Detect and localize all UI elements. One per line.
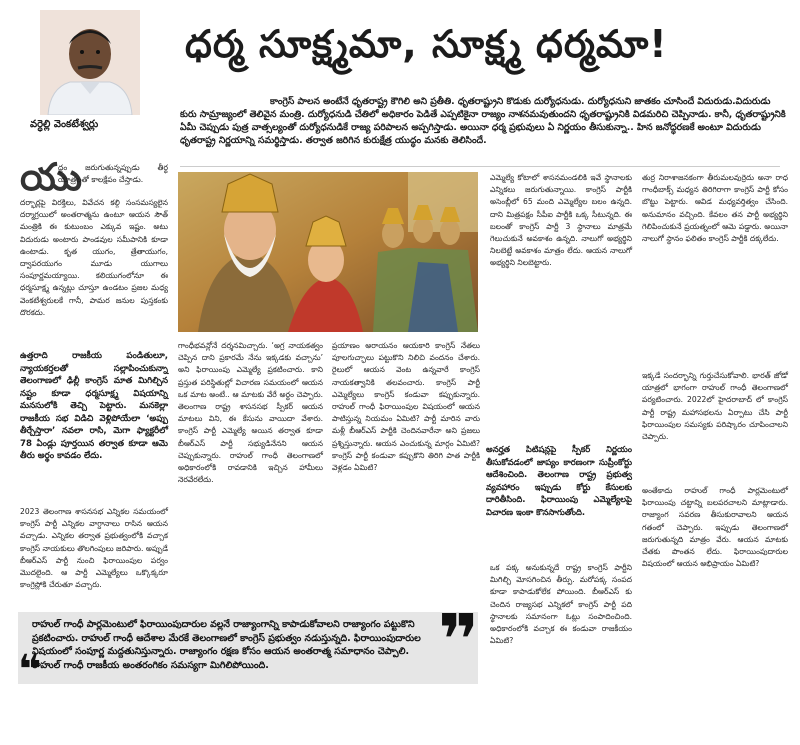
mahabharata-painting: [178, 172, 478, 332]
intro-paragraph: కాంగ్రెస్ పాలన అంటేనే ధృతరాష్ట్ర కౌగిలి అని ప్రతీతి. ధృతరాష్ట్రుని కొడుకు దుర్యోధనుడు. దుర్యోధనుని జాతకం చూసిందే విదురుడు.విదురుడు కురు సామ్రాజ్యంలో తెలివైన మంత్రి. దుర్యోధనుడి చేతిలో అధికారం పెడితే ఎప్పటికైనా రాజ్యం నాశనమవుతుందని ధృతరాష్ట్రునికి విడమరిచి చెప్పినాడు. కానీ, ధృతరాష్ట్రునికి ఏమీ చెప్పుడు పుత్ర వాత్సల్యంతో దుర్యోధనుడికే రాజ్య పరిపాలన అప్పగిస్తాడు. అయినా ధర్మ ప్రభువులు ఏ నిర్ణయం తీసుకున్నా.. హిన జనోద్ధరణకే అంటూ విదురుడు ధృతరాష్ట్ర నిర్ణయాన్ని సమర్థిస్తాడు. తర్వాత జరిగిన కురుక్షేత్ర యుద్ధం మనకు తెలిసిందే.: [180, 96, 786, 146]
quote-mark-icon: ❞: [438, 599, 480, 681]
pull-quote: రాహుల్ గాంధీ పార్లమెంటులో ఫిరాయింపుదారుల వల్లనే రాజ్యాంగాన్ని కాపాడుకోవాలని రాజ్యాంగం పట్టుకొని ప్రకటించారు. రాహుల్ గాంధీ ఆదేశాల మేరకే తెలంగాణలో కాంగ్రెస్ ప్రభుత్వం నడుస్తున్నది. ఫిరాయింపుదారుల విషయంలో సంపూర్ణ మద్దతునిస్తున్నారు. రాజ్యాంగం రక్షణ కోసం ఆయన అంతరాత్మ సమాధానం చెప్పాలి. రాహుల్ గాంధీ రాజకీయ అంతరంగికం సమస్యగా మిగిలిపోయింది.: [32, 619, 421, 671]
article-text-col3: ప్రయాణం అరాయనం ఆయకారి కాంగ్రెస్ నేతలు పూలగుచ్ఛాలు పట్టుకొని నిలిచి వందనం చేశారు. రైలులో ఆయన వెంట ఉన్నవారే కాంగ్రెస్ నాయకత్వానికి తలవంచారు. కాంగ్రెస్ పార్టీ ఎమ్మెల్యేలు కాంగ్రెస్ కండువా కప్పుకున్నారు. రాహుల్ గాంధీ ఫిరాయింపుల విషయంలో ఆయన పాటిస్తున్న నియమం ఏమిటి? పార్టీ మారిన వారు మళ్లీ బీఆర్ఎస్ పార్టీకి చెందినవారేనా అని ప్రజలు ప్రశ్నిస్తున్నారు. ఆయన ఎంచుకున్న మార్గం ఏమిటి? కాంగ్రెస్ పార్టీ కండువా కప్పుకొని తిరిగి పాత పార్టీకి వెళ్లడం ఏమిటి?: [332, 341, 480, 473]
highlight-quote-1: ఉత్తరాది రాజకీయ పండితులూ, న్యాయకర్తలతో సల్లాపించుకున్నా తెలంగాణలో ఢిల్లీ కాంగ్రెస్ మాత మిగిల్చిన నష్టం కూడా ధర్మసూక్ష్మ విషయాన్ని మనసులోకి తెచ్చి పెట్టారు. మనకెల్లా రాజకీయ సభ విడిచి వెళ్లిపోయేలా ‘అప్పు తీర్చేస్తారా’ నవలా రాసి, మెగా ఫ్యాక్టరీలో 78 ఏండ్లు పూర్తయిన తర్వాత కూడా ఆమె తీరు అర్థం కావడం లేదు.: [20, 351, 168, 461]
author-name: వర్ధెల్లి వెంకటేశ్వర్లు: [30, 119, 99, 130]
headline: ధర్మ సూక్ష్మమా, సూక్ష్మ ధర్మమా!: [185, 22, 668, 66]
article-text-col5: తుర్ర నిరాశాజనకంగా తీరుమలవుర్రెదు అనా రాధ గాంధీబాక్స్ మధ్యన తిరిగిరాగా కాంగ్రెస్ పార్టీ కోసం బొట్టు పెట్టారు. ఆవిడ మధ్యవర్తిత్వం చేసింది. అనుమానం వచ్చింది. కేవలం తన పార్టీ అభ్యర్థిని గెలిపించుకునే ప్రయత్నంలో ఆమె పడ్డారు. అయినా నాలుగో స్థానం ఫలితం కాంగ్రెస్ పార్టీకి దక్కలేదు.: [642, 173, 788, 244]
quote-open-icon: ❝: [18, 647, 42, 693]
article-text-col2: గాంధీభవన్లోనే దర్శనమిచ్చారు. ‘అగ్ర నాయకత్వం చెప్పిన దాని ప్రకారమే నేను ఇక్కడకు వచ్చాను’ అని ఫిరాయింపు ఎమ్మెల్యే ప్రకటించారు. కాని ప్రస్తుత పరిస్థితుల్లో విచారణ సమయంలో ఆయన ఒక మాట అంటే.. ఆ మాటకు వేరే అర్థం చెప్పారు. తెలంగాణ రాష్ట్ర శాసనసభ స్పీకర్ ఆయన మాటలు విని, ఈ కేసును వాయిదా వేశారు. కాంగ్రెస్ పార్టీ ఎమ్మెల్యే అయిన తర్వాత కూడా బీఆర్ఎస్ పార్టీ సభ్యుడినేనని ఆయన చెప్పుకున్నారు. రాహుల్ గాంధీ తెలంగాణలో అధికారంలోకి రావడానికి ఇచ్చిన హామీలు నెరవేరలేదు.: [178, 341, 323, 485]
article-text-col5-b: ఇక్కడే సందర్భాన్ని గుర్తుచేసుకోవాలి. భారత్ జోడో యాత్రలో భాగంగా రాహుల్ గాంధీ తెలంగాణలో పర్యటించారు. 2022లో హైదరాబాద్ లో కాంగ్రెస్ పార్టీ రాష్ట్ర మహాసభలను ఏర్పాటు చేసి పార్టీ ఫిరాయింపుల సమస్యకు పరిష్కారం చూపించాలని చెప్పారు.: [642, 371, 788, 442]
article-text-col4: ఎమ్మెల్యే కోటాలో శాసనమండలికి ఇవే స్థానాలకు ఎన్నికలు జరుగుతున్నాయి. కాంగ్రెస్ పార్టీకి అసెంబ్లీలో 65 మంది ఎమ్మెల్యేల బలం ఉన్నది. దాని మిత్రపక్షం సీపీఐ పార్టీకి ఒక్క సీటున్నది. ఈ బలంతో కాంగ్రెస్ పార్టీ 3 స్థానాలు మాత్రమే గెలుచుకునే అవకాశం ఉన్నది. నాలుగో అభ్యర్థిని నిలబెట్టే అవకాశం మాత్రం లేదు. ఆయన నాలుగో అభ్యర్థిని నిలబెట్టారు.: [490, 173, 632, 268]
article-text-col1: దర్భార్లపై విరక్తిలు, వివేచన కల్గి సంసమస్యలైన దర్మాగ్రయిలో అంతరాత్మను ఉంటూ ఆయన సౌత్ మంత్రికి ఈ కుటుంబం ఎక్కువ ఇష్టం. అటు విదురుడు అంటారు పాండవుల సమీపానికి కూడా ఉంటాడు. కృత యుగం, త్రేతాయుగం, ద్వాపరయుగం మూడు యుగాలు సంపూర్ణమయ్యాయి. కలియుగంలోనూ ఈ ధర్మసూక్ష్మ ఉన్నట్లు చూస్తూ ఉండటం ప్రజల మధ్య వెంకటేశ్వరులకే గానీ, పామర జనుల పుస్తకంకు దొరకదు.: [20, 198, 168, 317]
article-text-col5-c: అంతేకాదు రాహుల్ గాంధీ పార్లమెంటులో ఫిరాయింపు చట్టాన్ని బలపరచాలని మాట్లాడారు. రాజ్యాంగ సవరణ తీసుకురావాలని ఆయన గతంలో చెప్పారు. ఇప్పుడు తెలంగాణలో జరుగుతున్నది మాత్రం వేరు. ఆయన మాటకు చేతకు పొంతన లేదు. ఫిరాయింపుదారుల విషయంలో ఆయన అభిప్రాయం ఏమిటి?: [642, 486, 788, 569]
article-text-col1-top: ద్ధం జరుగుతున్నప్పుడు తీర్థ యాత్రలతో కాలక్షేపం చేస్తాడు.: [58, 163, 168, 185]
drop-cap: యు: [20, 155, 83, 199]
article-text-col1-b: 2023 తెలంగాణ శాసనసభ ఎన్నికల సమయంలో కాంగ్రెస్ పార్టీ ఎన్నికల వాగ్దానాలు రాసిన ఆయన వచ్చాడు. ఎన్నికల తర్వాత ప్రభుత్వంలోకి వచ్చాక కాంగ్రెస్ నాయకులు తొలగింపులు జరిపారు. అప్పుడే బీఆర్ఎస్ పార్టీ నుంచి ఫిరాయింపుల పర్వం మొదలైంది. ఆ పార్టీ ఎమ్మెల్యేలు ఒక్కొక్కరూ కాంగ్రెస్లోకి చేరుతూ వచ్చారు.: [20, 507, 168, 590]
divider: [180, 166, 780, 167]
article-text-col4-b: ఒక పక్క అనుకున్నదే రాష్ట్ర కాంగ్రెస్ పార్టీని మిగిల్చి మోసగించిన తీర్పు. మరోపక్క సంపద కూడా కాపాడుకోలేక పోయింది. బీఆర్ఎస్ కు చెందిన రాజ్యసభ ఎన్నికలో కాంగ్రెస్ పార్టీ పది స్థానాలకు సమానంగా ఓట్లు సంపాదించింది. అధికారంలోకి వచ్చాక ఈ కండువా రాజకీయం ఏమిటి?: [490, 563, 632, 646]
highlight-quote-2: అనర్హత పిటిషన్లపై స్పీకర్ నిర్ణయం తీసుకోవడంలో జాప్యం కారణంగా సుప్రీంకోర్టు ఆదేశించింది. తెలంగాణ రాష్ట్ర ప్రభుత్వ వ్యవహారం ఇప్పుడు కోర్టు కేసులకు దారితీసింది. ఫిరాయింపు ఎమ్మెల్యేలపై విచారణ ఇంకా కొనసాగుతోంది.: [486, 444, 632, 517]
author-photo: [40, 10, 140, 115]
